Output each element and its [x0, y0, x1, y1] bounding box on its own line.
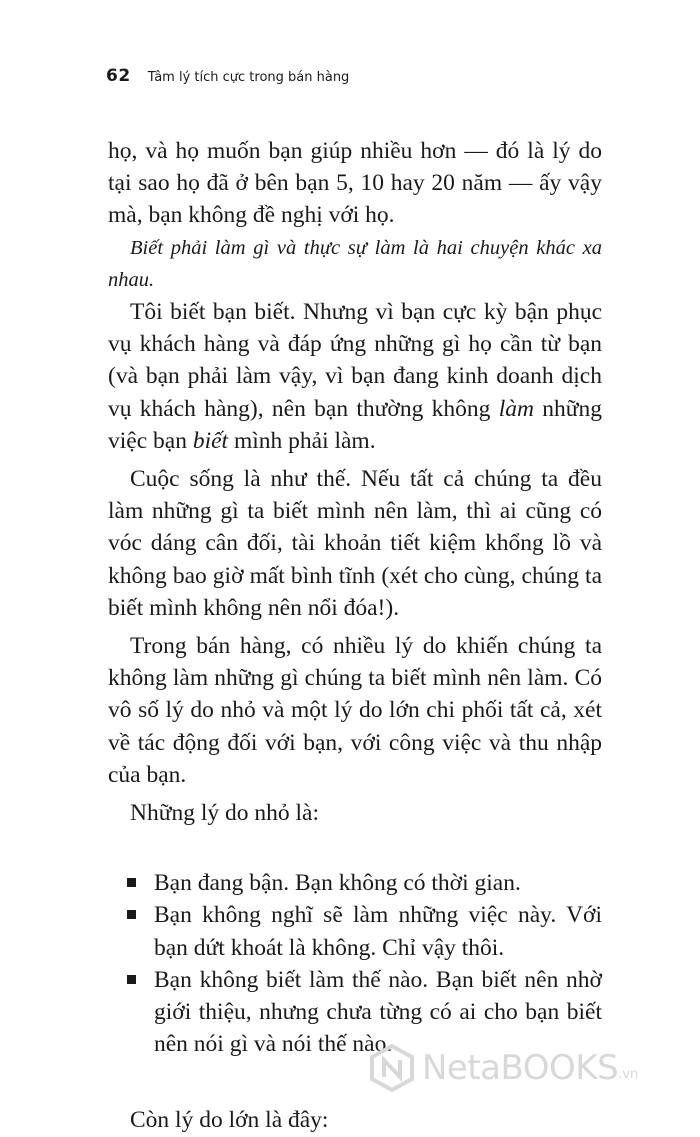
bullet-square-icon [127, 910, 136, 919]
watermark-tld: .vn [618, 1067, 639, 1082]
neta-logo-icon [368, 1044, 416, 1092]
paragraph-2-italic: Biết phải làm gì và thực sự làm là hai chuyện khác xa nhau. [108, 236, 602, 291]
watermark-brand: NetaBOOKS [422, 1048, 619, 1088]
spacer [108, 829, 602, 867]
bullet-list [108, 867, 602, 1060]
paragraph-3-emphasis-lam: làm [498, 395, 534, 422]
bullet-text: Bạn không biết làm thế nào. Bạn biết nên nhờ giới thiệu, nhưng chưa từng có ai cho bạn biết nên nói gì và nói thế nào. [154, 966, 602, 1058]
paragraph-5: Trong bán hàng, có nhiều lý do khiến chúng ta không làm những gì chúng ta biết mình nên làm. Có vô số lý do nhỏ và một lý do lớn chi phối tất cả, xét về tác động đối với bạn, với công việc và thu nhập của bạn. [108, 633, 602, 788]
page-body [108, 135, 602, 1137]
running-title: Tâm lý tích cực trong bán hàng [147, 70, 350, 85]
paragraph-1: họ, và họ muốn bạn giúp nhiều hơn — đó là lý do tại sao họ đã ở bên bạn 5, 10 hay 20 năm — ấy vậy mà, bạn không đề nghị với họ. [108, 138, 602, 229]
bullet-text: Bạn không nghĩ sẽ làm những việc này. Với bạn dứt khoát là không. Chỉ vậy thôi. [154, 902, 602, 961]
paragraph-4: Cuộc sống là như thế. Nếu tất cả chúng ta đều làm những gì ta biết mình nên làm, thì ai cũng có vóc dáng cân đối, tài khoản tiết kiệm khổng lồ và không bao giờ mất bình tĩnh (xét cho cùng, chúng ta biết mình không nên nổi đóa!). [108, 466, 602, 621]
page-number: 62 [106, 66, 131, 86]
bullet-text: Bạn đang bận. Bạn không có thời gian. [154, 870, 521, 897]
paragraph-7: Còn lý do lớn là đây: [130, 1107, 329, 1134]
bullet-square-icon [127, 878, 136, 887]
paragraph-3-emphasis-biet: biết [192, 427, 229, 454]
bullet-square-icon [127, 975, 136, 984]
bullet-item [108, 899, 602, 963]
bullet-item [108, 867, 602, 899]
paragraph-3-text-a: Tôi biết bạn biết. Nhưng vì bạn cực kỳ bận phục vụ khách hàng và đáp ứng những gì họ cần từ bạn (và bạn phải làm vậy, vì bạn đang kinh doanh dịch vụ khách hàng), nên bạn thường không [108, 299, 602, 422]
paragraph-3-text-c: mình phải làm. [228, 427, 376, 454]
netabooks-watermark [368, 1044, 638, 1092]
paragraph-6: Những lý do nhỏ là: [130, 800, 319, 827]
paragraph-3 [108, 296, 602, 457]
paragraph-3-text-b: những việc bạn [108, 395, 602, 454]
page-header [106, 66, 349, 86]
